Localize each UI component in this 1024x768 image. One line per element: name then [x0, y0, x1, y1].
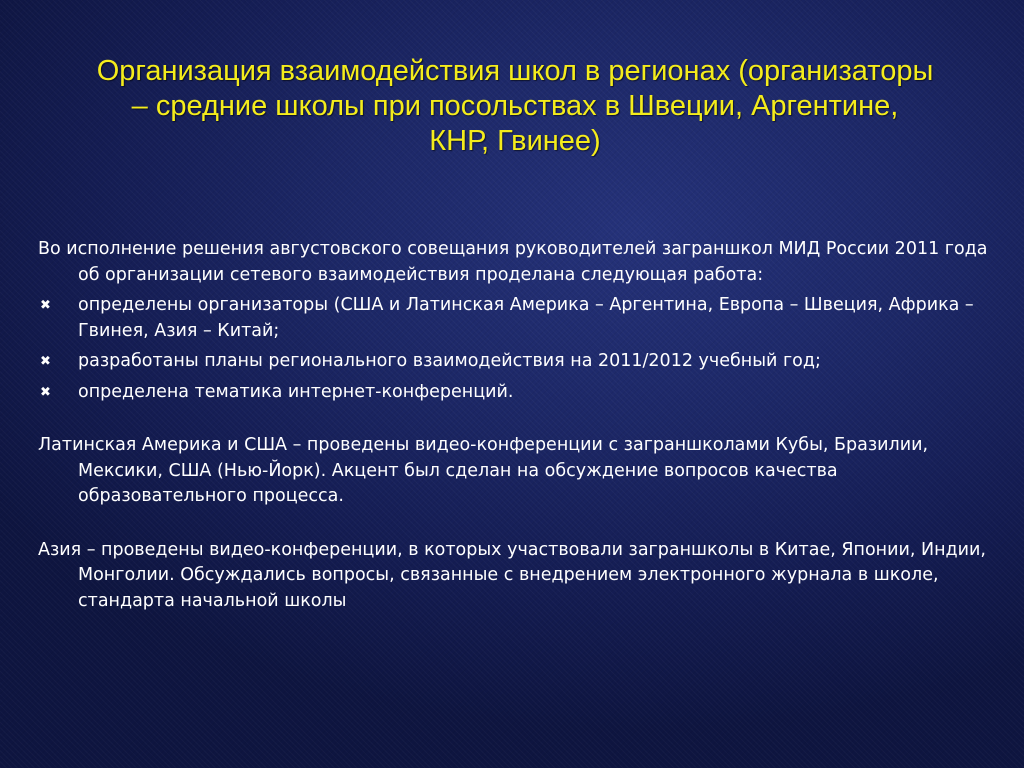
bullet-text: определена тематика интернет-конференций. [78, 381, 514, 402]
asia-paragraph: Азия – проведены видео-конференции, в которых участвовали заграншколы в Китае, Японии, Индии, Монголии. Обсуждались вопросы, связанные с внедрением электронного журнала в школе, стандарта начальной школы [38, 539, 986, 611]
slide-title-line: Организация взаимодействия школ в регионах (организаторы [96, 55, 934, 87]
slide-title-line: КНР, Гвинее) [429, 125, 601, 157]
cross-mark-icon: ✖ [40, 298, 51, 313]
bullet-item [38, 293, 1004, 344]
slide-title [40, 54, 990, 159]
slide-title-line: – средние школы при посольствах в Швеции, Аргентине, [131, 90, 899, 122]
latin-america-paragraph: Латинская Америка и США – проведены видео-конференции с заграншколами Кубы, Бразилии, Мексики, США (Нью-Йорк). Акцент был сделан на обсуждение вопросов качества образовательного процесса. [38, 435, 929, 506]
slide-body [38, 237, 1004, 619]
cross-mark-icon: ✖ [40, 384, 51, 400]
bullet-item [38, 380, 1004, 406]
bullet-text: разработаны планы регионального взаимодействия на 2011/2012 учебный год; [78, 351, 821, 371]
intro-paragraph: Во исполнение решения августовского совещания руководителей заграншкол МИД России 2011 года об организации сетевого взаимодействия проделана следующая работа: [38, 239, 988, 285]
bullet-item [38, 349, 1004, 375]
bullet-text: определены организаторы (США и Латинская Америка – Аргентина, Европа – Швеция, Африка – Гвинея, Азия – Китай; [78, 295, 974, 341]
cross-mark-icon: ✖ [40, 354, 51, 369]
